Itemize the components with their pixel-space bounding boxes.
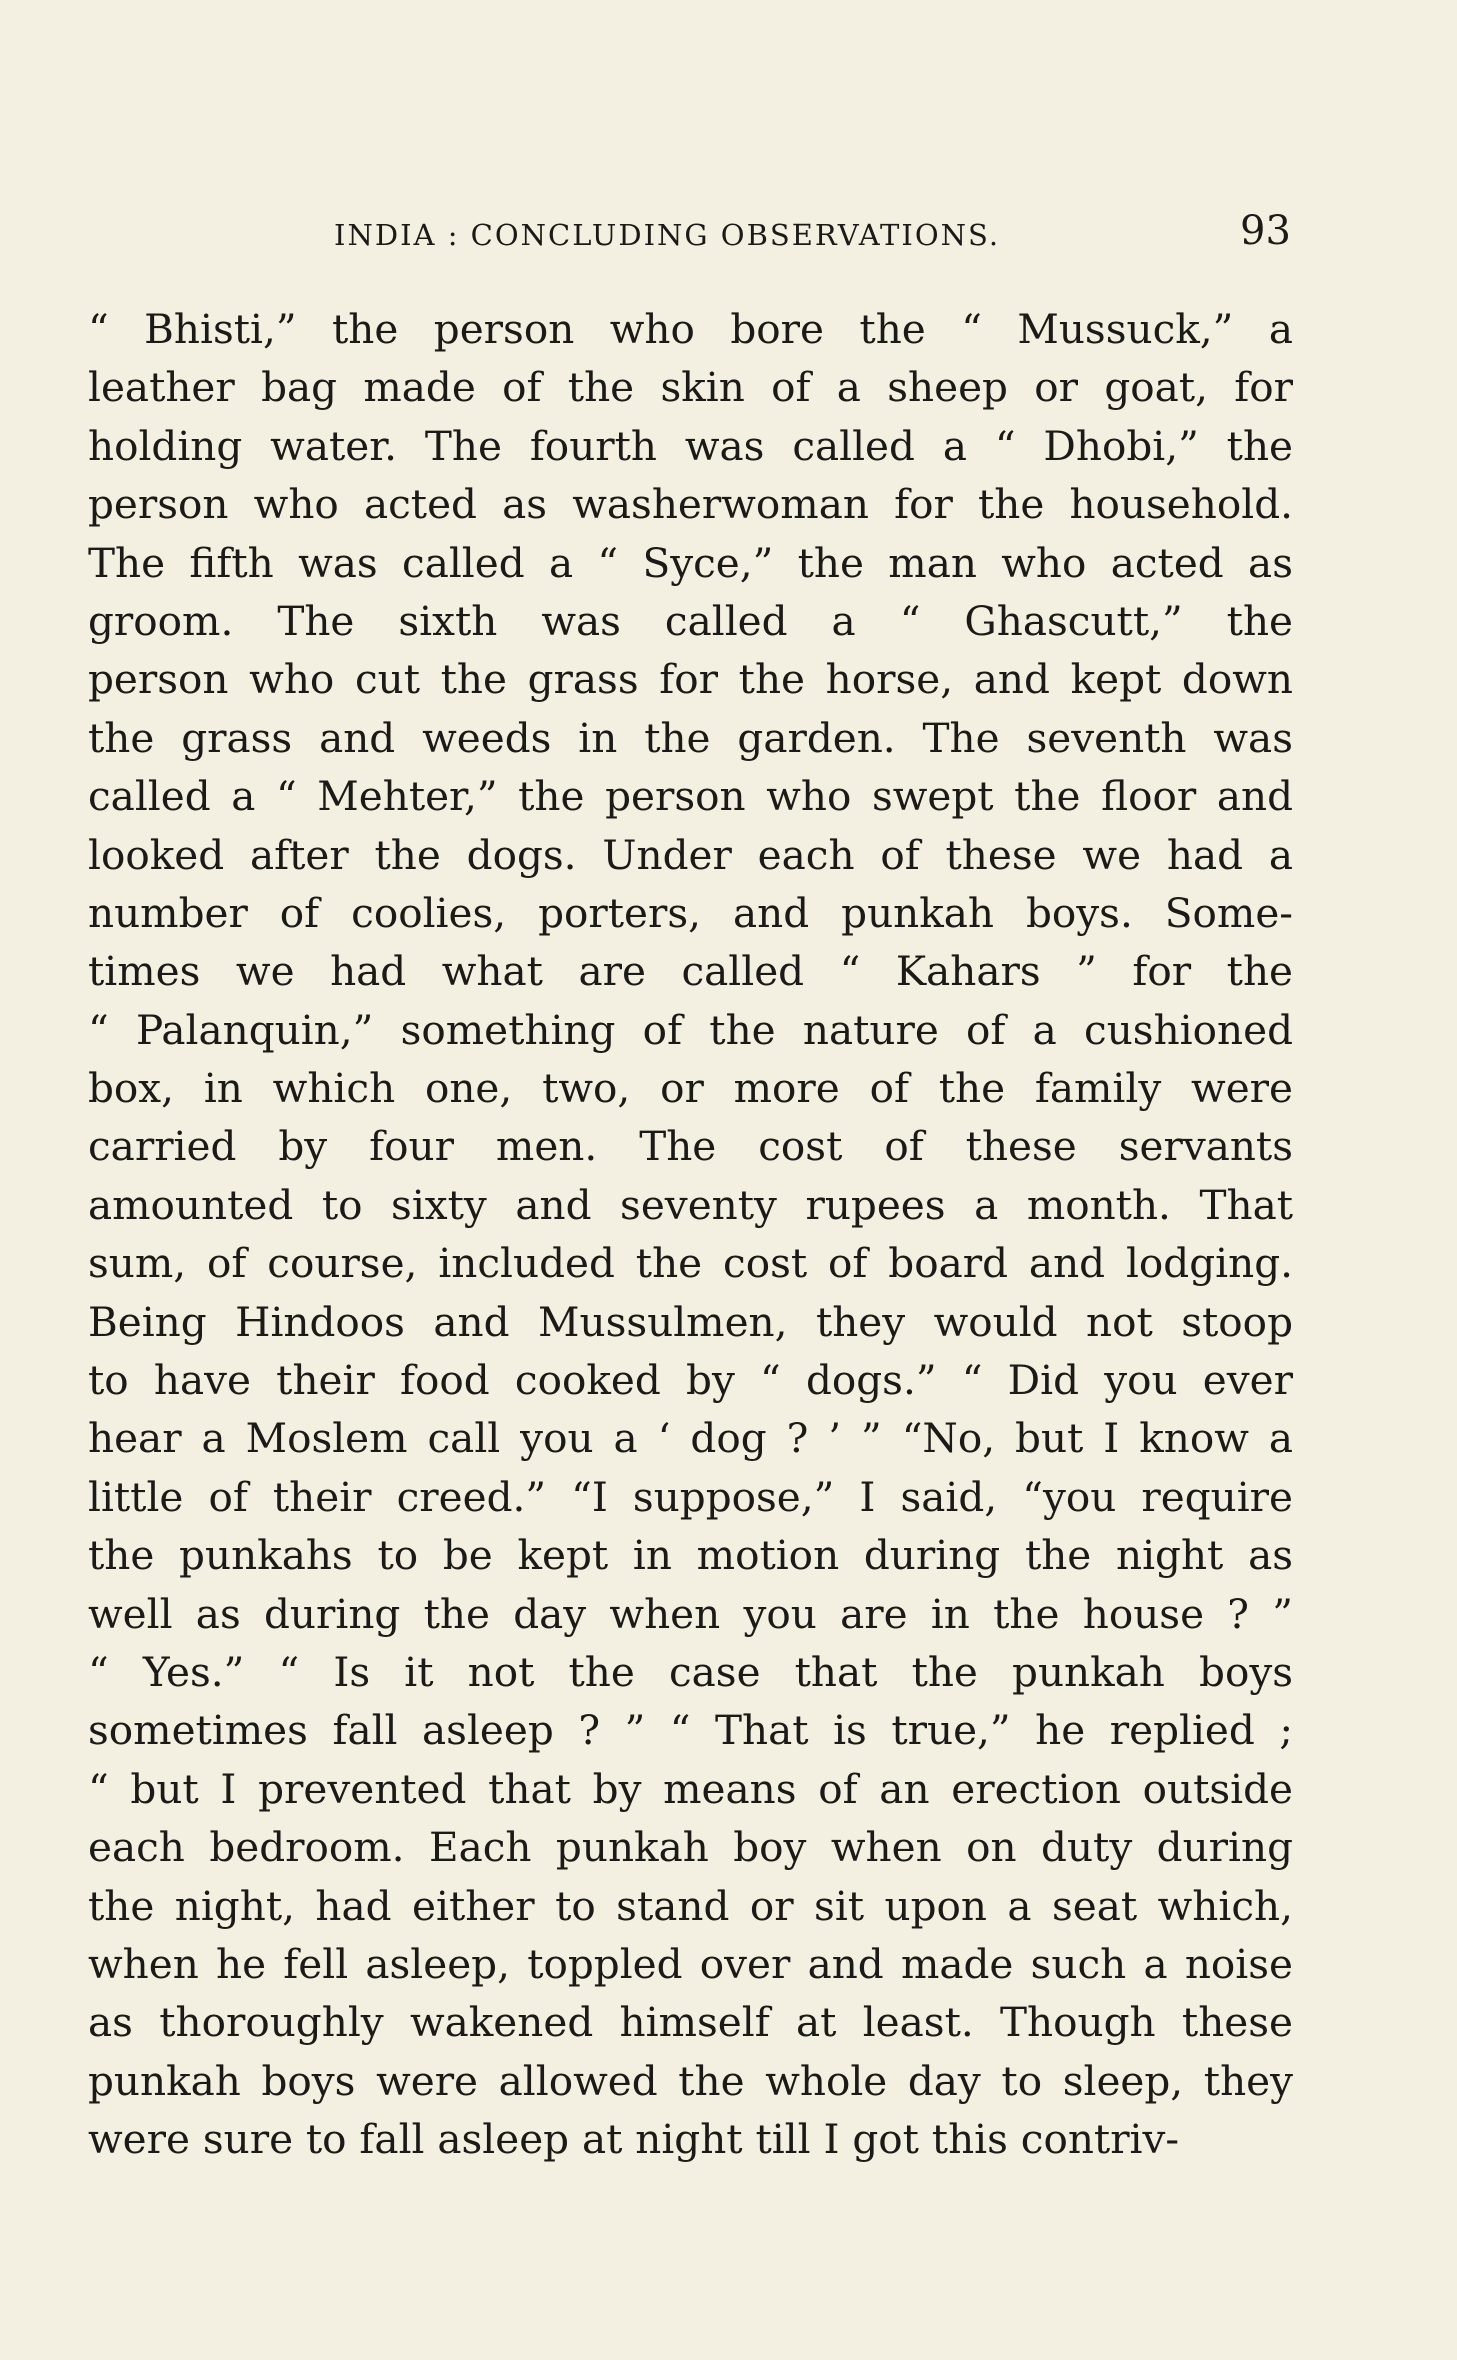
text-line: The fifth was called a “ Syce,” the man who acted as [88, 538, 1293, 587]
text-line: box, in which one, two, or more of the family were [88, 1064, 1293, 1113]
page-number: 93 [1240, 208, 1291, 254]
text-line: the night, had either to stand or sit upon a seat which, [88, 1881, 1293, 1930]
text-line: number of coolies, porters, and punkah boys. Some- [88, 888, 1293, 937]
text-line: “ but I prevented that by means of an erection outside [88, 1764, 1293, 1813]
text-line: amounted to sixty and seventy rupees a month. That [88, 1180, 1293, 1229]
text-line: person who acted as washerwoman for the household. [88, 480, 1293, 529]
text-line: “ Yes.” “ Is it not the case that the punkah boys [88, 1647, 1293, 1696]
text-line: to have their food cooked by “ dogs.” “ Did you ever [88, 1356, 1293, 1405]
text-line: hear a Moslem call you a ‘ dog ? ’ ” “No, but I know a [88, 1414, 1293, 1463]
running-head [88, 208, 1291, 258]
text-line: were sure to fall asleep at night till I got this contriv- [88, 2115, 1180, 2164]
text-line: carried by four men. The cost of these servants [88, 1122, 1293, 1171]
text-line: leather bag made of the skin of a sheep or goat, for [88, 363, 1293, 412]
text-line: well as during the day when you are in the house ? ” [88, 1589, 1293, 1638]
text-line: the punkahs to be kept in motion during the night as [88, 1531, 1293, 1580]
text-line: “ Palanquin,” something of the nature of a cushioned [88, 1005, 1293, 1054]
text-line: when he fell asleep, toppled over and made such a noise [88, 1939, 1293, 1988]
running-title: INDIA : CONCLUDING OBSERVATIONS. [334, 218, 1001, 252]
text-line: Being Hindoos and Mussulmen, they would not stoop [88, 1297, 1293, 1346]
text-line: each bedroom. Each punkah boy when on duty during [88, 1823, 1293, 1872]
text-line: looked after the dogs. Under each of these we had a [88, 830, 1293, 879]
text-line: called a “ Mehter,” the person who swept the floor and [88, 772, 1293, 821]
text-line: “ Bhisti,” the person who bore the “ Mussuck,” a [88, 305, 1293, 353]
text-line: sum, of course, included the cost of board and lodging. [88, 1239, 1293, 1288]
text-line: the grass and weeds in the garden. The seventh was [88, 713, 1293, 762]
text-line: punkah boys were allowed the whole day to sleep, they [88, 2056, 1293, 2105]
body-text [88, 300, 1293, 2169]
text-line: groom. The sixth was called a “ Ghascutt,” the [88, 596, 1293, 645]
text-line: holding water. The fourth was called a “ Dhobi,” the [88, 421, 1293, 470]
text-line: little of their creed.” “I suppose,” I said, “you require [88, 1472, 1293, 1521]
text-line: as thoroughly wakened himself at least. Though these [88, 1998, 1293, 2047]
text-line: person who cut the grass for the horse, and kept down [88, 655, 1293, 704]
text-line: times we had what are called “ Kahars ” for the [88, 947, 1293, 996]
text-line: sometimes fall asleep ? ” “ That is true,” he replied ; [88, 1706, 1293, 1755]
